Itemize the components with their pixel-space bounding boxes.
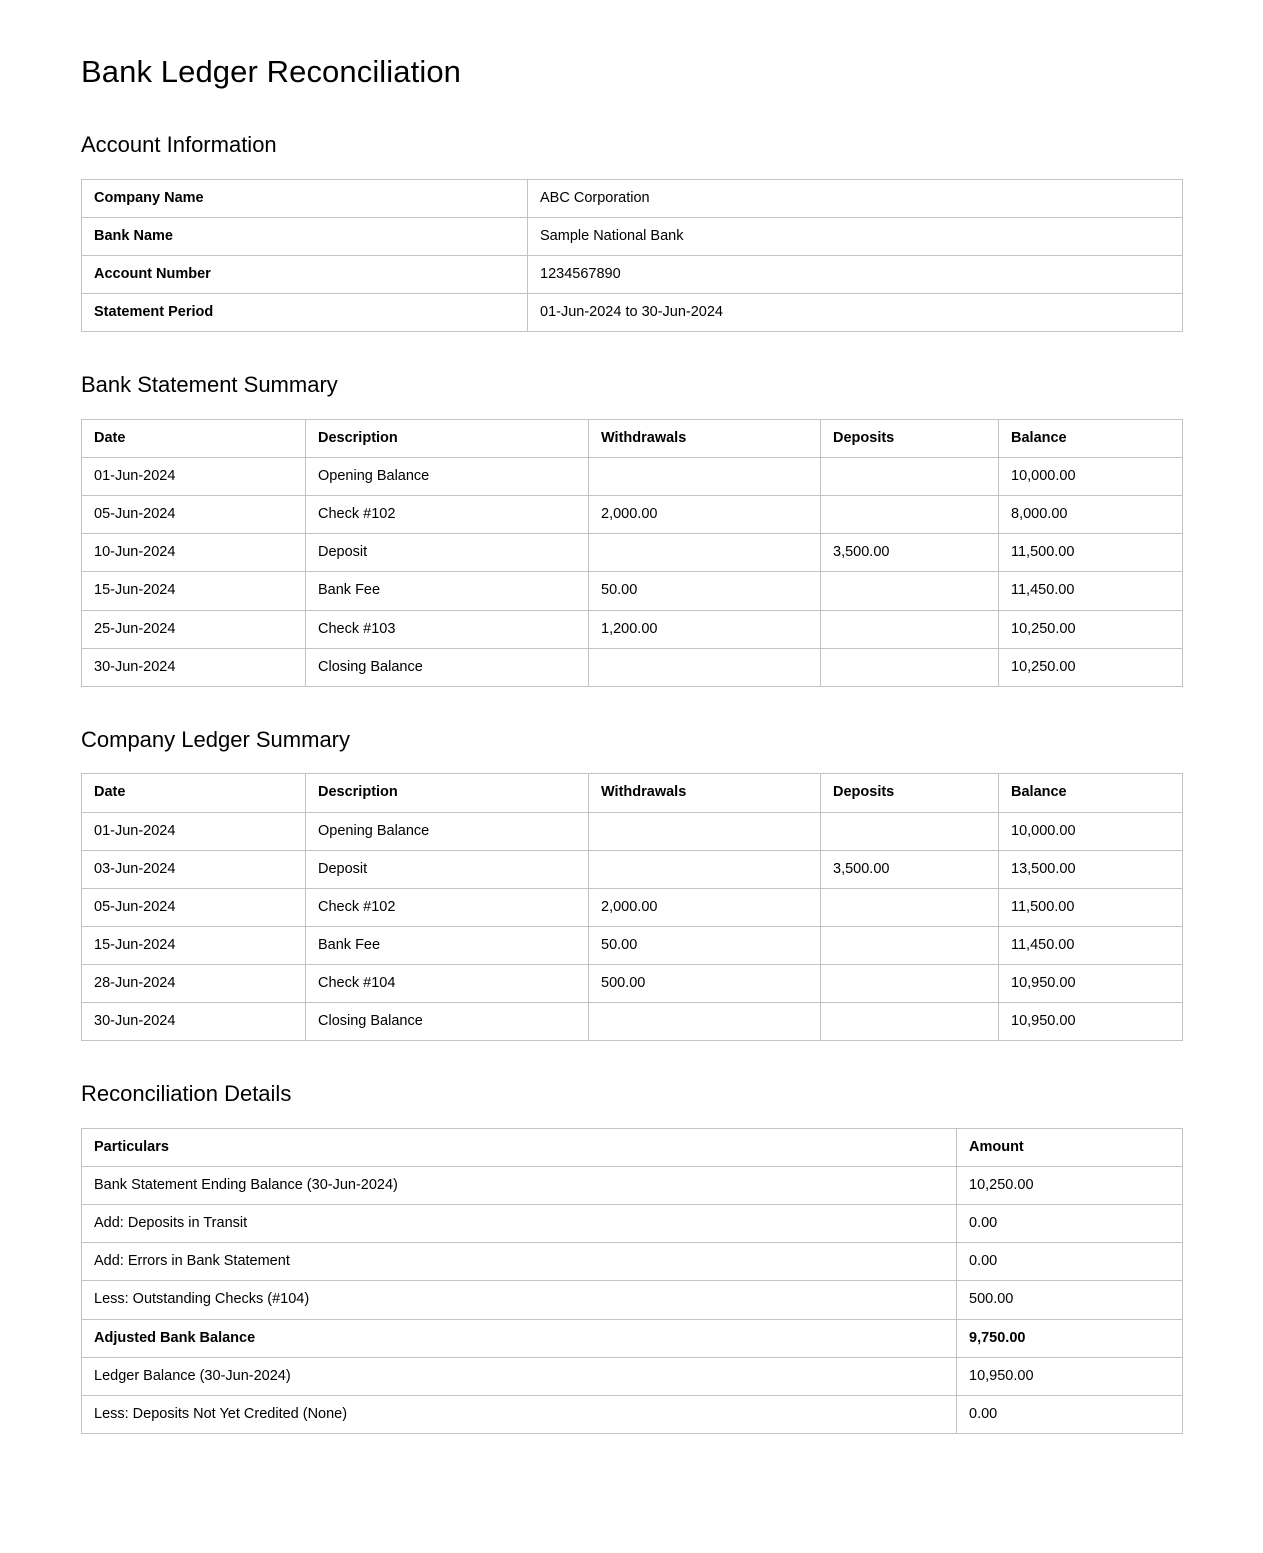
cell-amount: 10,950.00: [957, 1357, 1183, 1395]
cell-particulars: Ledger Balance (30-Jun-2024): [82, 1357, 957, 1395]
cell-description: Opening Balance: [306, 812, 589, 850]
cell-balance: 8,000.00: [999, 496, 1183, 534]
table-row: [82, 1395, 1183, 1433]
cell-particulars: Add: Errors in Bank Statement: [82, 1243, 957, 1281]
bank-statement-summary-body: [82, 458, 1183, 687]
cell-date: 05-Jun-2024: [82, 496, 306, 534]
cell-balance: 11,500.00: [999, 888, 1183, 926]
cell-withdrawals: [589, 534, 821, 572]
table-row: [82, 1357, 1183, 1395]
cell-description: Deposit: [306, 534, 589, 572]
table-row: [82, 1205, 1183, 1243]
account-information-table: [81, 179, 1183, 333]
column-header-balance: Balance: [999, 419, 1183, 457]
column-header-balance: Balance: [999, 774, 1183, 812]
account-info-label: Statement Period: [82, 294, 528, 332]
cell-amount: 9,750.00: [957, 1319, 1183, 1357]
section-heading-account-information: Account Information: [81, 132, 277, 158]
account-info-label: Account Number: [82, 256, 528, 294]
table-row: [82, 179, 1183, 217]
column-header-particulars: Particulars: [82, 1128, 957, 1166]
cell-deposits: [821, 610, 999, 648]
cell-particulars: Less: Deposits Not Yet Credited (None): [82, 1395, 957, 1433]
column-header-withdrawals: Withdrawals: [589, 774, 821, 812]
cell-particulars: Adjusted Bank Balance: [82, 1319, 957, 1357]
cell-balance: 11,450.00: [999, 926, 1183, 964]
cell-date: 15-Jun-2024: [82, 572, 306, 610]
table-row: [82, 610, 1183, 648]
account-info-label: Company Name: [82, 179, 528, 217]
cell-deposits: [821, 926, 999, 964]
column-header-deposits: Deposits: [821, 774, 999, 812]
column-header-withdrawals: Withdrawals: [589, 419, 821, 457]
cell-withdrawals: [589, 458, 821, 496]
table-row: [82, 496, 1183, 534]
column-header-date: Date: [82, 774, 306, 812]
cell-date: 15-Jun-2024: [82, 926, 306, 964]
cell-amount: 0.00: [957, 1205, 1183, 1243]
cell-withdrawals: [589, 812, 821, 850]
table-row: [82, 1003, 1183, 1041]
account-info-label: Bank Name: [82, 218, 528, 256]
cell-deposits: [821, 458, 999, 496]
reconciliation-details-head: [82, 1128, 1183, 1166]
table-row: [82, 965, 1183, 1003]
table-row: [82, 1243, 1183, 1281]
company-ledger-summary-head: [82, 774, 1183, 812]
table-row: [82, 888, 1183, 926]
table-row: [82, 1167, 1183, 1205]
cell-balance: 13,500.00: [999, 850, 1183, 888]
cell-deposits: 3,500.00: [821, 534, 999, 572]
cell-deposits: [821, 572, 999, 610]
column-header-date: Date: [82, 419, 306, 457]
cell-amount: 0.00: [957, 1243, 1183, 1281]
cell-balance: 10,250.00: [999, 648, 1183, 686]
account-info-value: 01-Jun-2024 to 30-Jun-2024: [528, 294, 1183, 332]
cell-particulars: Add: Deposits in Transit: [82, 1205, 957, 1243]
cell-description: Closing Balance: [306, 648, 589, 686]
account-info-value: 1234567890: [528, 256, 1183, 294]
table-row: [82, 218, 1183, 256]
table-row: [82, 534, 1183, 572]
table-header-row: [82, 1128, 1183, 1166]
cell-description: Check #104: [306, 965, 589, 1003]
company-ledger-summary-body: [82, 812, 1183, 1041]
cell-amount: 500.00: [957, 1281, 1183, 1319]
table-row-adjusted-bank-balance: [82, 1319, 1183, 1357]
cell-balance: 11,500.00: [999, 534, 1183, 572]
account-info-value: Sample National Bank: [528, 218, 1183, 256]
cell-withdrawals: 2,000.00: [589, 496, 821, 534]
cell-date: 10-Jun-2024: [82, 534, 306, 572]
cell-description: Deposit: [306, 850, 589, 888]
cell-balance: 10,000.00: [999, 812, 1183, 850]
cell-deposits: [821, 496, 999, 534]
reconciliation-details-clip: [81, 1128, 1183, 1422]
section-heading-bank-statement-summary: Bank Statement Summary: [81, 372, 338, 398]
cell-balance: 10,000.00: [999, 458, 1183, 496]
table-row: [82, 926, 1183, 964]
company-ledger-summary-table: [81, 773, 1183, 1041]
table-row: [82, 572, 1183, 610]
table-header-row: [82, 419, 1183, 457]
column-header-description: Description: [306, 419, 589, 457]
bank-statement-summary-table: [81, 419, 1183, 687]
cell-balance: 10,250.00: [999, 610, 1183, 648]
cell-withdrawals: 2,000.00: [589, 888, 821, 926]
cell-description: Closing Balance: [306, 1003, 589, 1041]
cell-description: Check #103: [306, 610, 589, 648]
reconciliation-details-body: [82, 1167, 1183, 1434]
table-row: [82, 850, 1183, 888]
cell-withdrawals: [589, 648, 821, 686]
cell-description: Bank Fee: [306, 926, 589, 964]
cell-deposits: [821, 1003, 999, 1041]
cell-description: Bank Fee: [306, 572, 589, 610]
page-title: Bank Ledger Reconciliation: [81, 54, 462, 89]
bank-statement-summary-head: [82, 419, 1183, 457]
table-header-row: [82, 774, 1183, 812]
cell-withdrawals: 1,200.00: [589, 610, 821, 648]
section-heading-reconciliation-details: Reconciliation Details: [81, 1081, 292, 1107]
cell-date: 01-Jun-2024: [82, 458, 306, 496]
cell-deposits: [821, 888, 999, 926]
cell-withdrawals: 50.00: [589, 572, 821, 610]
table-row: [82, 458, 1183, 496]
table-row: [82, 256, 1183, 294]
cell-date: 05-Jun-2024: [82, 888, 306, 926]
cell-deposits: [821, 648, 999, 686]
cell-date: 28-Jun-2024: [82, 965, 306, 1003]
column-header-deposits: Deposits: [821, 419, 999, 457]
cell-particulars: Less: Outstanding Checks (#104): [82, 1281, 957, 1319]
cell-date: 30-Jun-2024: [82, 648, 306, 686]
section-heading-company-ledger-summary: Company Ledger Summary: [81, 726, 351, 752]
cell-deposits: 3,500.00: [821, 850, 999, 888]
cell-particulars: Bank Statement Ending Balance (30-Jun-2024): [82, 1167, 957, 1205]
cell-withdrawals: [589, 1003, 821, 1041]
column-header-amount: Amount: [957, 1128, 1183, 1166]
cell-withdrawals: 50.00: [589, 926, 821, 964]
cell-withdrawals: 500.00: [589, 965, 821, 1003]
cell-amount: 10,250.00: [957, 1167, 1183, 1205]
cell-deposits: [821, 965, 999, 1003]
cell-date: 01-Jun-2024: [82, 812, 306, 850]
cell-description: Check #102: [306, 888, 589, 926]
table-row: [82, 812, 1183, 850]
cell-date: 03-Jun-2024: [82, 850, 306, 888]
cell-balance: 10,950.00: [999, 965, 1183, 1003]
table-row: [82, 294, 1183, 332]
table-row: [82, 648, 1183, 686]
cell-amount: 0.00: [957, 1395, 1183, 1433]
cell-deposits: [821, 812, 999, 850]
cell-balance: 10,950.00: [999, 1003, 1183, 1041]
cell-date: 30-Jun-2024: [82, 1003, 306, 1041]
cell-description: Opening Balance: [306, 458, 589, 496]
account-information-body: [82, 179, 1183, 332]
cell-balance: 11,450.00: [999, 572, 1183, 610]
cell-description: Check #102: [306, 496, 589, 534]
cell-date: 25-Jun-2024: [82, 610, 306, 648]
column-header-description: Description: [306, 774, 589, 812]
table-row: [82, 1281, 1183, 1319]
reconciliation-details-table: [81, 1128, 1183, 1434]
cell-withdrawals: [589, 850, 821, 888]
account-info-value: ABC Corporation: [528, 179, 1183, 217]
